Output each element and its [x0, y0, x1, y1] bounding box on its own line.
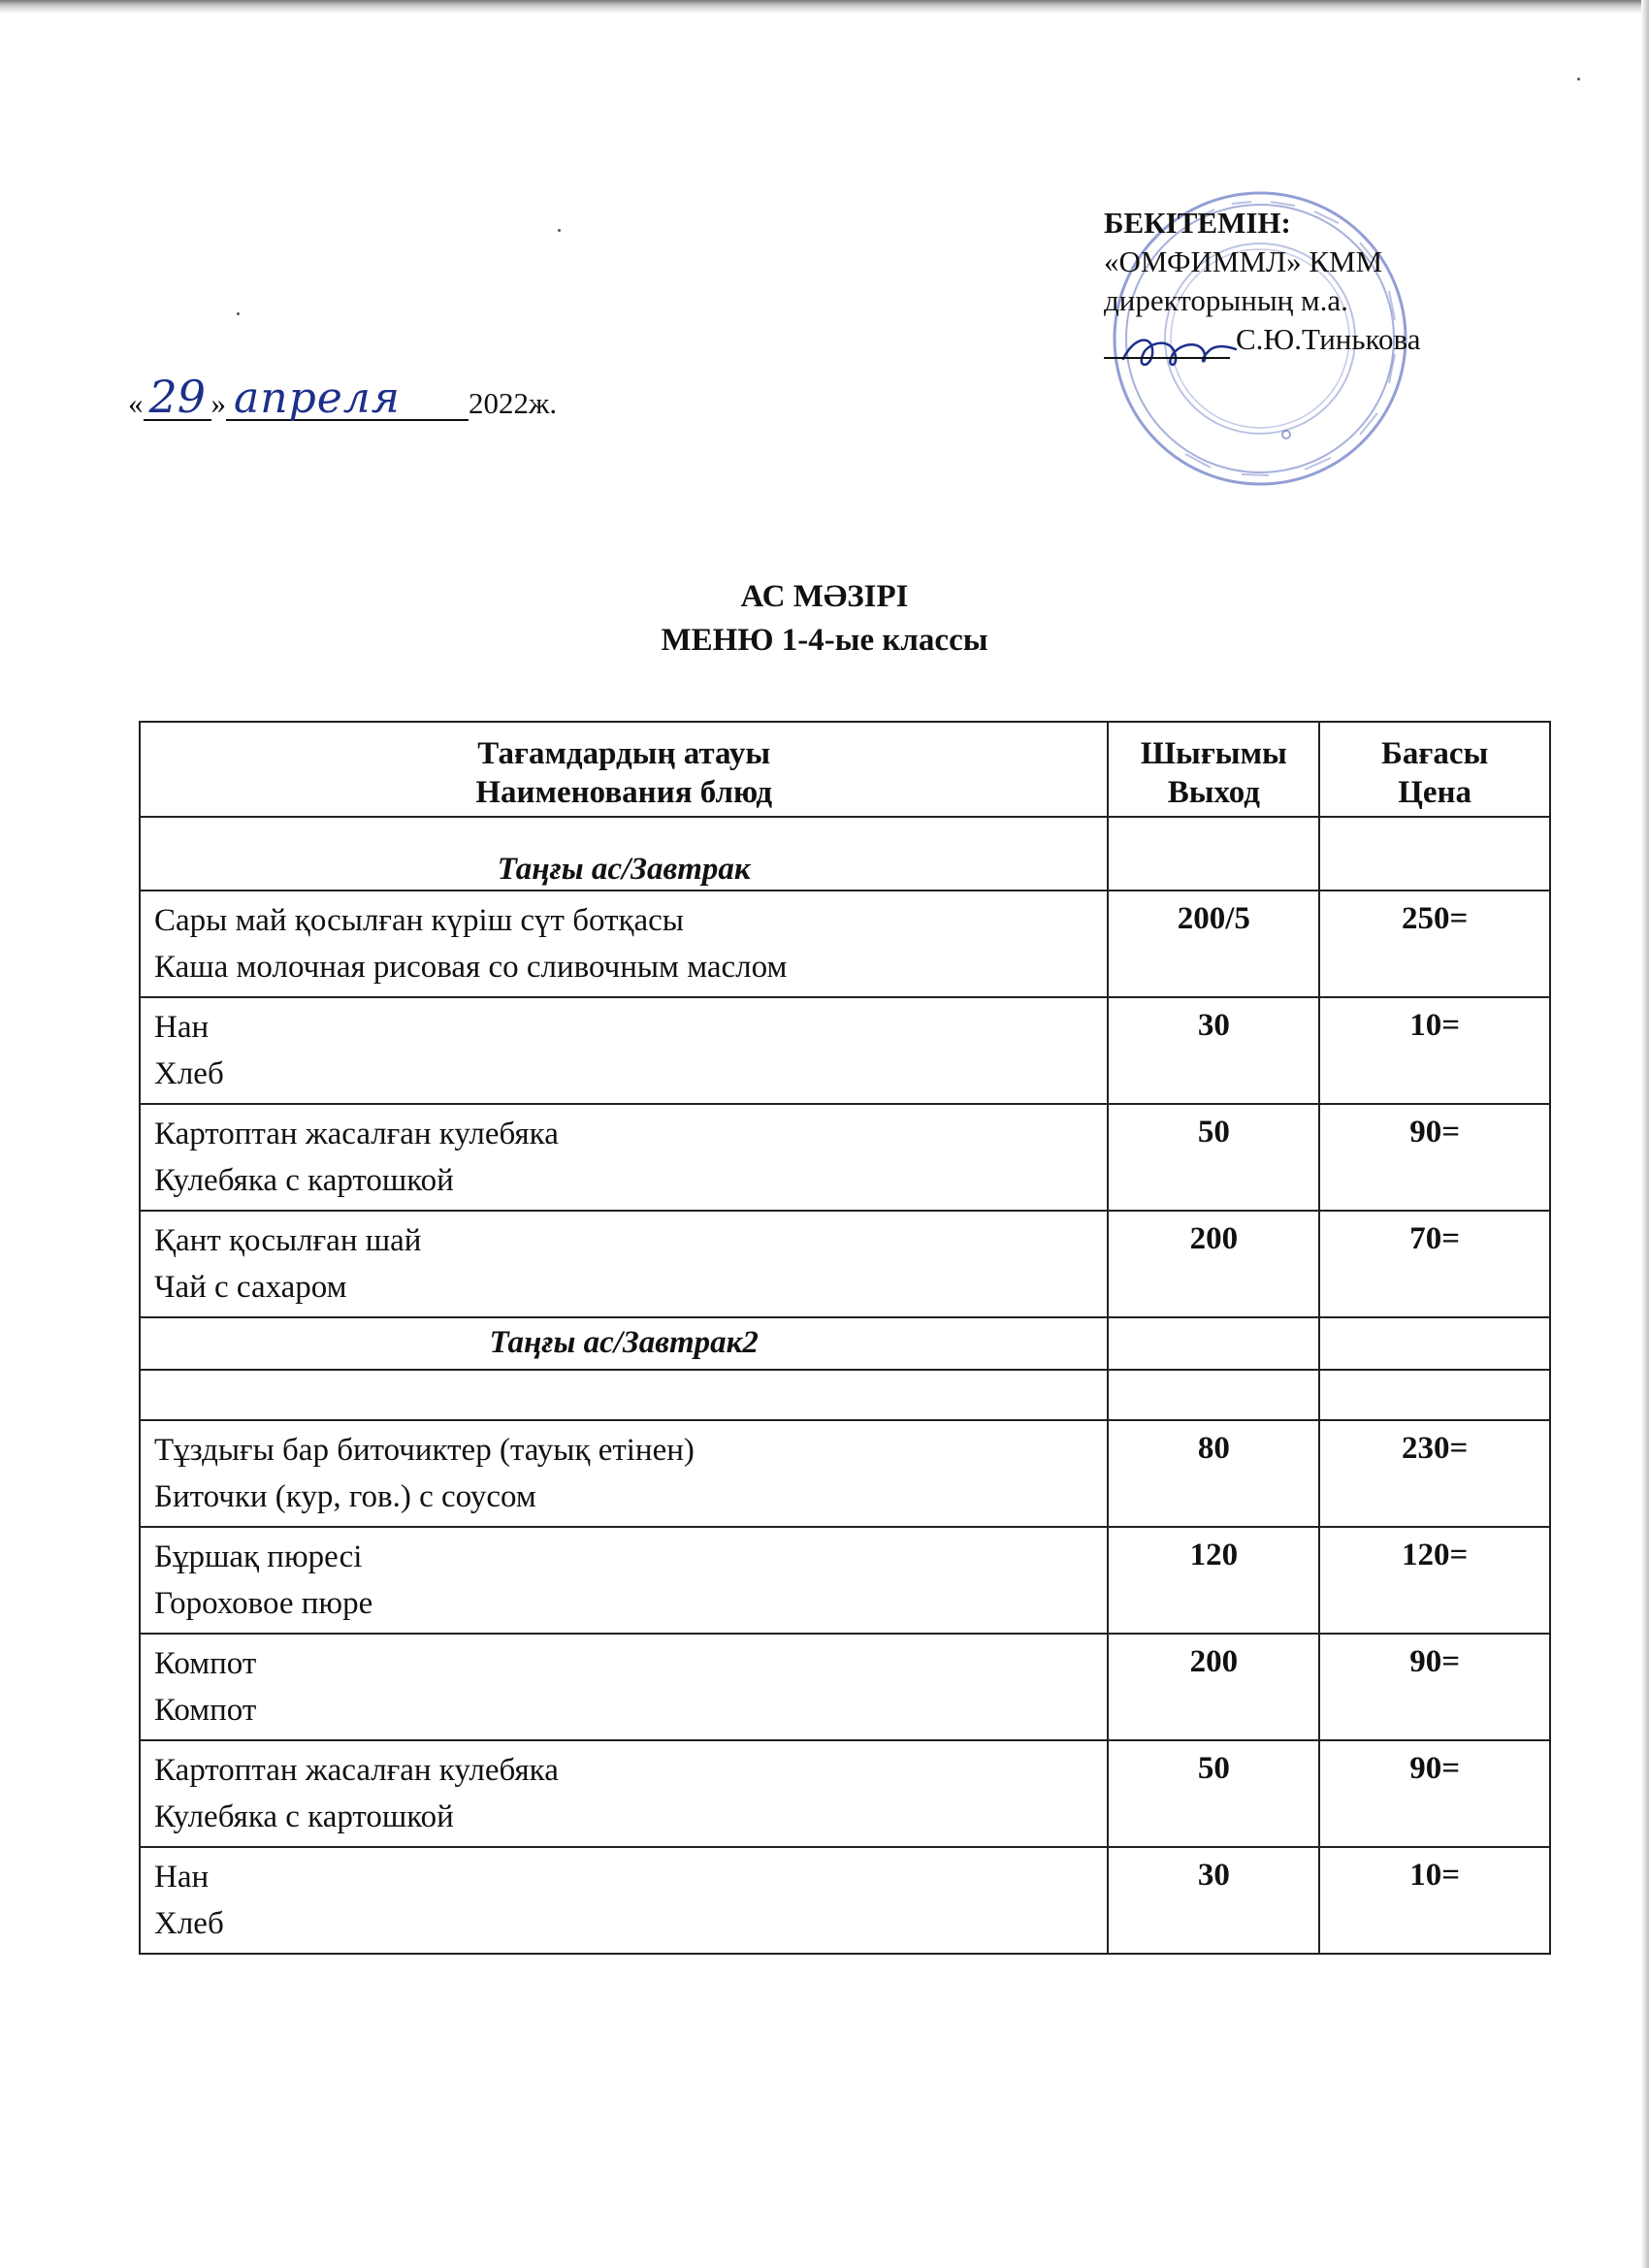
- dish-output: 50: [1108, 1740, 1319, 1847]
- section-title-breakfast: Таңғы ас/Завтрак: [140, 817, 1108, 891]
- header-price-kz: Бағасы: [1381, 736, 1489, 771]
- table-row: [140, 1104, 1550, 1211]
- dish-output: 50: [1108, 1104, 1319, 1211]
- date-month-blank: [226, 373, 469, 423]
- date-day-handwritten: 29: [148, 371, 207, 423]
- dish-price: 90=: [1319, 1740, 1550, 1847]
- dish-name-cell: [140, 1634, 1108, 1740]
- dish-output: 200/5: [1108, 891, 1319, 997]
- dish-output: 30: [1108, 1847, 1319, 1954]
- table-row: [140, 1527, 1550, 1634]
- dish-name-kz: Картоптан жасалған кулебяка: [154, 1753, 559, 1788]
- dish-output: 200: [1108, 1211, 1319, 1317]
- header-output-ru: Выход: [1167, 775, 1260, 810]
- table-row: [140, 1420, 1550, 1527]
- date-day-blank: [144, 371, 211, 423]
- dish-name-kz: Бұршақ пюресі: [154, 1539, 363, 1574]
- dish-output: 30: [1108, 997, 1319, 1104]
- empty-cell: [1319, 1317, 1550, 1370]
- dish-output: 80: [1108, 1420, 1319, 1527]
- signature-blank: [1104, 324, 1230, 359]
- dish-output: 120: [1108, 1527, 1319, 1634]
- title-ru: МЕНЮ 1-4-ые классы: [661, 623, 988, 658]
- approval-block: [1104, 204, 1492, 359]
- header-dish-name: [140, 722, 1108, 817]
- table-row: [140, 997, 1550, 1104]
- dish-name-kz: Қант қосылған шай: [154, 1223, 422, 1258]
- scan-edge-top: [0, 0, 1649, 14]
- dish-name-cell: [140, 1847, 1108, 1954]
- dish-price: 10=: [1319, 997, 1550, 1104]
- dish-price: 250=: [1319, 891, 1550, 997]
- section-title-breakfast-2: Таңғы ас/Завтрак2: [140, 1317, 1108, 1370]
- table-header-row: [140, 722, 1550, 817]
- table-row: [140, 1211, 1550, 1317]
- scan-speck: [237, 312, 240, 315]
- dish-name-kz: Тұздығы бар биточиктер (тауық етінен): [154, 1433, 695, 1468]
- section-row: [140, 1317, 1550, 1370]
- dish-name-cell: [140, 1104, 1108, 1211]
- scan-edge-right: [1641, 0, 1649, 2268]
- approval-name: С.Ю.Тинькова: [1236, 322, 1421, 356]
- dish-name-ru: Компот: [154, 1693, 257, 1728]
- approval-role: директорының м.а.: [1104, 283, 1348, 317]
- dish-price: 120=: [1319, 1527, 1550, 1634]
- dish-price: 230=: [1319, 1420, 1550, 1527]
- dish-price: 90=: [1319, 1634, 1550, 1740]
- dish-name-cell: [140, 1211, 1108, 1317]
- date-close-quote: »: [210, 386, 226, 420]
- dish-name-ru: Кулебяка с картошкой: [154, 1799, 454, 1834]
- header-output: [1108, 722, 1319, 817]
- dish-name-kz: Компот: [154, 1646, 257, 1681]
- dish-name-cell: [140, 1740, 1108, 1847]
- header-price-ru: Цена: [1398, 775, 1472, 810]
- empty-cell: [1108, 817, 1319, 891]
- table-row: [140, 1847, 1550, 1954]
- dish-name-cell: [140, 1527, 1108, 1634]
- empty-row: [140, 1370, 1550, 1420]
- dish-name-kz: Нан: [154, 1860, 210, 1895]
- empty-cell: [1108, 1370, 1319, 1420]
- dish-price: 10=: [1319, 1847, 1550, 1954]
- table-row: [140, 1634, 1550, 1740]
- table-row: [140, 1740, 1550, 1847]
- empty-cell: [1319, 817, 1550, 891]
- dish-name-ru: Чай с сахаром: [154, 1270, 347, 1305]
- empty-cell: [1319, 1370, 1550, 1420]
- dish-price: 70=: [1319, 1211, 1550, 1317]
- dish-name-ru: Кулебяка с картошкой: [154, 1163, 454, 1198]
- table-row: [140, 891, 1550, 997]
- dish-output: 200: [1108, 1634, 1319, 1740]
- dish-name-cell: [140, 997, 1108, 1104]
- empty-cell: [140, 1370, 1108, 1420]
- scan-speck: [1577, 78, 1580, 81]
- approval-date: [128, 371, 558, 423]
- dish-name-ru: Хлеб: [154, 1906, 224, 1941]
- dish-name-kz: Картоптан жасалған кулебяка: [154, 1117, 559, 1151]
- header-name-ru: Наименования блюд: [475, 775, 773, 810]
- scan-speck: [558, 229, 561, 232]
- date-month-handwritten: апреля: [234, 373, 401, 423]
- dish-name-ru: Гороховое пюре: [154, 1586, 373, 1621]
- dish-name-kz: Нан: [154, 1010, 210, 1045]
- dish-name-ru: Каша молочная рисовая со сливочным маслом: [154, 950, 788, 985]
- header-price: [1319, 722, 1550, 817]
- date-open-quote: «: [128, 386, 144, 420]
- dish-name-cell: [140, 891, 1108, 997]
- empty-cell: [1108, 1317, 1319, 1370]
- header-name-kz: Тағамдардың атауы: [477, 736, 771, 771]
- dish-price: 90=: [1319, 1104, 1550, 1211]
- title-kz: АС МӘЗІРІ: [740, 579, 909, 614]
- dish-name-cell: [140, 1420, 1108, 1527]
- signature-line: [1104, 320, 1492, 359]
- dish-name-kz: Сары май қосылған күріш сүт ботқасы: [154, 903, 684, 938]
- approval-organization: «ОМФИММЛ» КММ: [1104, 244, 1383, 278]
- dish-name-ru: Хлеб: [154, 1056, 224, 1091]
- dish-name-ru: Биточки (кур, гов.) с соусом: [154, 1479, 536, 1514]
- date-year: 2022ж.: [469, 386, 558, 420]
- section-row: [140, 817, 1550, 891]
- document-title: [0, 575, 1649, 663]
- menu-table: [139, 721, 1551, 1955]
- approval-heading: БЕКІТЕМІН:: [1104, 206, 1291, 240]
- header-output-kz: Шығымы: [1140, 736, 1287, 771]
